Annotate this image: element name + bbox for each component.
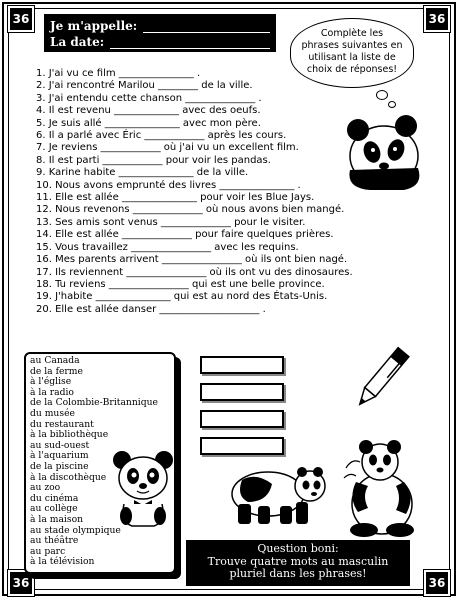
sentence: 14. Elle est allée ______________ pour faire quelques prières. [36,229,334,241]
answer-box[interactable] [200,437,284,455]
name-date-box [44,14,276,52]
sentence: 5. Je suis allé _______________ avec mon père. [36,117,261,129]
bonus-line: Trouve quatre mots au masculin [207,554,389,568]
panda-icon [344,112,426,192]
word-choice: du musée [30,407,75,419]
date-field[interactable] [110,37,270,49]
word-choice: du cinéma [30,492,79,504]
word-choice: à la radio [30,386,74,398]
page-number-top-right: 36 [424,6,450,32]
word-choice: à l'aquarium [30,450,89,462]
sentence: 19. J'habite _______________ qui est au nord des États-Unis. [36,291,328,303]
panda-icon [112,448,174,528]
answer-box[interactable] [200,410,284,428]
pen-icon [352,344,410,414]
sentence: 11. Elle est allée _______________ pour voir les Blue Jays. [36,192,315,204]
word-choice: à la télévision [30,556,95,568]
word-choice: au zoo [30,482,61,494]
name-field[interactable] [143,21,270,33]
word-choice: à la maison [30,513,84,525]
word-choice: à la discothèque [30,471,107,483]
word-choice: au stade olympique [30,524,121,536]
sentence: 20. Elle est allée danser ____________________ . [36,303,266,315]
bonus-question [186,540,410,586]
sentence: 1. J'ai vu ce film _______________ . [36,68,201,79]
answer-box[interactable] [200,356,284,374]
name-label: Je m'appelle: [50,19,138,33]
bonus-line: pluriel dans les phrases! [229,567,367,580]
word-choice: au Canada [30,355,80,366]
sentence: 12. Nous revenons ______________ où nous avons bien mangé. [36,204,345,216]
word-choice: au théâtre [30,535,79,547]
panda-icon [222,462,330,528]
bonus-title: Question boni: [257,542,339,555]
word-choice: à la bibliothèque [30,429,109,441]
sentence: 3. J'ai entendu cette chanson ______________ . [36,92,262,104]
page-number-bottom-left: 36 [8,570,34,596]
word-choice: du restaurant [30,418,94,430]
sentence: 16. Mes parents arrivent ________________ où ils ont bien nagé. [36,254,348,266]
sentence-list [36,68,396,316]
word-choice: au collège [30,503,78,515]
date-label: La date: [50,35,105,49]
page-number-bottom-right: 36 [424,570,450,596]
word-choice: au parc [30,545,66,557]
sentence: 8. Il est parti ____________ pour voir les pandas. [36,154,271,166]
sentence: 13. Ses amis sont venus ______________ pour le visiter. [36,216,306,228]
sentence: 2. J'ai rencontré Marilou ________ de la ville. [36,80,253,92]
sentence: 6. Il a parlé avec Éric ____________ après les cours. [36,130,287,142]
word-choice: de la piscine [30,460,89,472]
sentence: 7. Je reviens ____________ où j'ai vu un excellent film. [36,142,299,154]
page-number-top-left: 36 [8,6,34,32]
sentence: 10. Nous avons emprunté des livres _______________ . [36,179,301,191]
word-choice: de la ferme [30,365,83,377]
sentence: 17. Ils reviennent ________________ où ils ont vu des dinosaures. [36,266,353,278]
word-choice: au sud-ouest [30,439,90,451]
answer-box[interactable] [200,383,284,401]
sentence: 9. Karine habite _______________ de la ville. [36,167,249,179]
word-choice: de la Colombie-Britannique [30,397,158,409]
instruction-text: Complète les phrases suivantes en utilisant la liste de choix de réponses! [301,28,403,75]
word-choice: à l'église [30,376,72,388]
sentence: 4. Il est revenu _____________ avec des oeufs. [36,105,261,117]
sentence: 15. Vous travaillez ________________ avec les requins. [36,241,299,253]
panda-icon [340,438,420,538]
sentence: 18. Tu reviens ________________ qui est une belle province. [36,278,325,290]
